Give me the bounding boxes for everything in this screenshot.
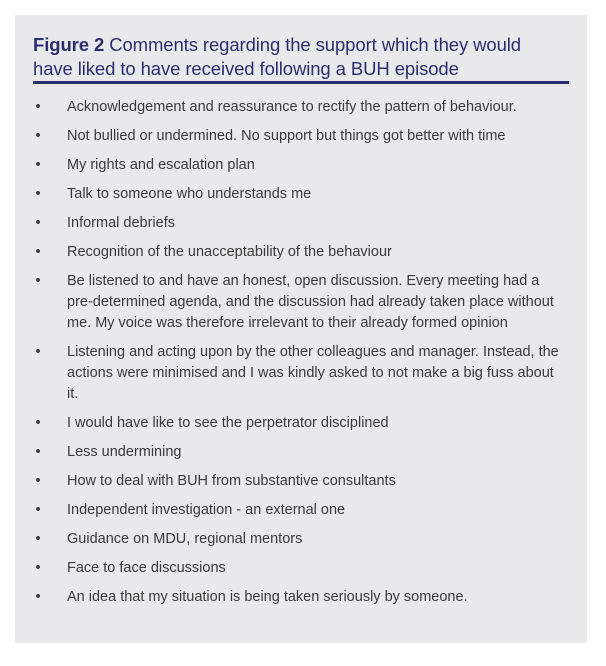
list-item-text: How to deal with BUH from substantive consultants — [67, 473, 396, 489]
list-item-text: My rights and escalation plan — [67, 157, 255, 173]
list-item — [33, 471, 563, 492]
list-item — [33, 342, 563, 405]
list-item-text: Listening and acting upon by the other colleagues and manager. Instead, the actions were minimised and I was kindly asked to not make a big fuss about it. — [67, 344, 559, 402]
list-item-text: Less undermining — [67, 444, 182, 460]
list-item — [33, 500, 563, 521]
list-item-text: Talk to someone who understands me — [67, 186, 312, 202]
bullet-icon: • — [35, 344, 41, 360]
list-item — [33, 271, 563, 334]
list-item — [33, 413, 563, 434]
figure-title — [33, 33, 553, 81]
list-item — [33, 126, 563, 147]
list-item — [33, 587, 563, 608]
bullet-icon: • — [35, 157, 41, 173]
list-item-text: Guidance on MDU, regional mentors — [67, 531, 303, 547]
list-item-text: Not bullied or undermined. No support but things got better with time — [67, 128, 506, 144]
bullet-icon: • — [35, 415, 41, 431]
figure-caption: Comments regarding the support which they would have liked to have received following a BUH episode — [33, 34, 521, 79]
bullet-icon: • — [35, 186, 41, 202]
list-item — [33, 184, 563, 205]
list-item-text: An idea that my situation is being taken seriously by someone. — [67, 589, 468, 605]
list-item — [33, 155, 563, 176]
comments-list — [33, 97, 563, 616]
list-item-text: Face to face discussions — [67, 560, 226, 576]
bullet-icon: • — [35, 531, 41, 547]
bullet-icon: • — [35, 502, 41, 518]
bullet-icon: • — [35, 128, 41, 144]
bullet-icon: • — [35, 273, 41, 289]
bullet-icon: • — [35, 99, 41, 115]
bullet-icon: • — [35, 473, 41, 489]
list-item — [33, 529, 563, 550]
list-item-text: I would have like to see the perpetrator disciplined — [67, 415, 389, 431]
bullet-icon: • — [35, 444, 41, 460]
list-item-text: Be listened to and have an honest, open discussion. Every meeting had a pre-determined agenda, and the discussion had already taken place without me. My voice was therefore irrelevant to their already formed opinion — [67, 273, 554, 331]
list-item-text: Acknowledgement and reassurance to rectify the pattern of behaviour. — [67, 99, 517, 115]
list-item — [33, 558, 563, 579]
figure-panel — [15, 15, 587, 643]
list-item — [33, 97, 563, 118]
list-item — [33, 442, 563, 463]
list-item-text: Independent investigation - an external one — [67, 502, 346, 518]
list-item — [33, 213, 563, 234]
list-item-text: Recognition of the unacceptability of the behaviour — [67, 244, 392, 260]
list-item — [33, 242, 563, 263]
bullet-icon: • — [35, 215, 41, 231]
list-item-text: Informal debriefs — [67, 215, 175, 231]
figure-label: Figure 2 — [33, 34, 105, 55]
bullet-icon: • — [35, 589, 41, 605]
bullet-icon: • — [35, 244, 41, 260]
title-divider — [33, 81, 569, 84]
bullet-icon: • — [35, 560, 41, 576]
